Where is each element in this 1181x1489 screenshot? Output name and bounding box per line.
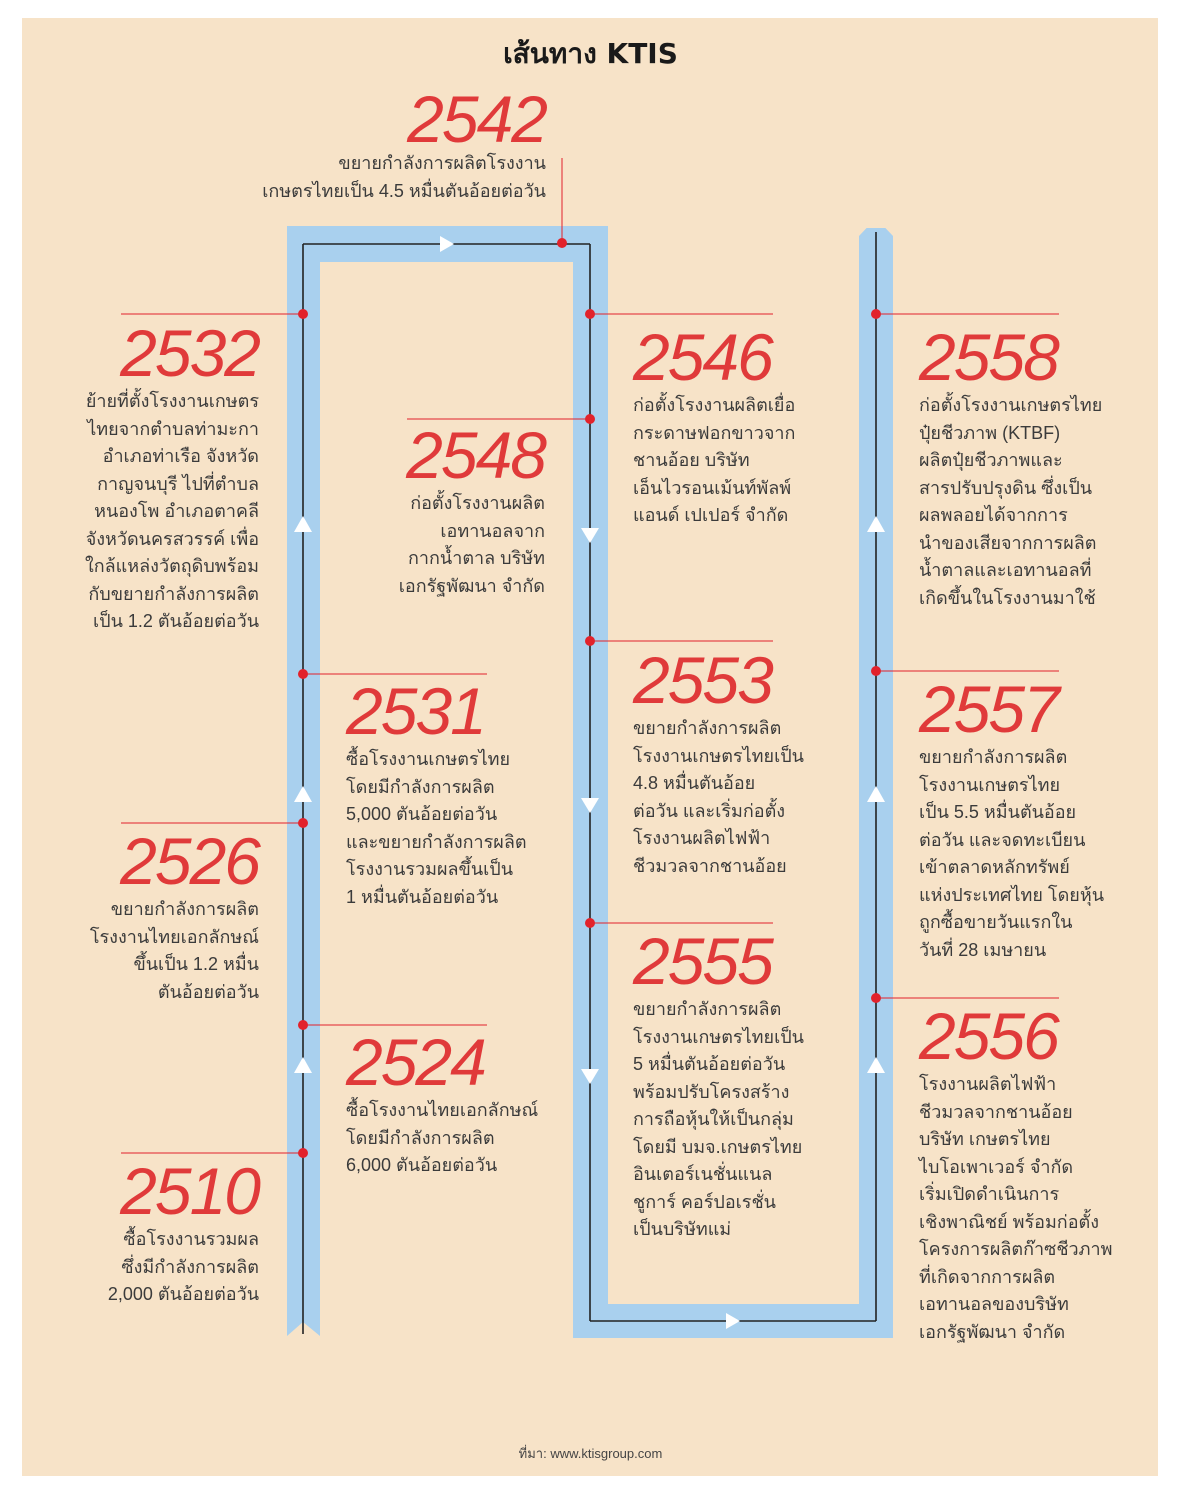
marker-2546: [585, 309, 595, 319]
event-text: ขยายกำลังการผลิต โรงงานไทยเอกลักษณ์ ขึ้นเป็น 1.2 หมื่น ตันอ้อยต่อวัน: [89, 899, 259, 1002]
event-2546: [633, 320, 796, 530]
event-2526: [89, 824, 259, 1006]
event-2532: [84, 316, 259, 636]
event-year: 2542: [407, 82, 546, 156]
event-text: ก่อตั้งโรงงานผลิตเยื่อ กระดาษฟอกขาวจาก ชานอ้อย บริษัท เอ็นไวรอนเม้นท์พัลพ์ แอนด์ เปเปอร์ จำกัด: [633, 395, 796, 525]
event-2542: [262, 82, 546, 205]
event-text: ขยายกำลังการผลิต โรงงานเกษตรไทยเป็น 4.8 หมื่นตันอ้อย ต่อวัน และเริ่มก่อตั้ง โรงงานผลิตไฟฟ้า ชีวมวลจากชานอ้อย: [633, 718, 804, 876]
event-text: ก่อตั้งโรงงานเกษตรไทย ปุ๋ยชีวภาพ (KTBF) ผลิตปุ๋ยชีวภาพและ สารปรับปรุงดิน ซึ่งเป็น ผลพลอยได้จากการ นำของเสียจากการผลิต น้ำตาลและเอทานอลที่ เกิดขึ้นในโรงงานมาใช้: [919, 395, 1103, 608]
event-text: ก่อตั้งโรงงานผลิต เอทานอลจาก กากน้ำตาล บริษัท เอกรัฐพัฒนา จำกัด: [398, 493, 545, 596]
event-year: 2526: [120, 824, 259, 898]
marker-2556: [871, 993, 881, 1003]
marker-2553: [585, 636, 595, 646]
event-year: 2555: [633, 924, 772, 998]
marker-2524: [298, 1020, 308, 1030]
event-year: 2546: [633, 320, 772, 394]
event-year: 2510: [120, 1154, 259, 1228]
marker-2558: [871, 309, 881, 319]
source-credit: ที่มา: www.ktisgroup.com: [518, 1446, 663, 1461]
event-text: ซื้อโรงงานไทยเอกลักษณ์ โดยมีกำลังการผลิต 6,000 ตันอ้อยต่อวัน: [346, 1100, 539, 1175]
event-2555: [633, 924, 804, 1244]
event-text: ซื้อโรงงานเกษตรไทย โดยมีกำลังการผลิต 5,000 ตันอ้อยต่อวัน และขยายกำลังการผลิต โรงงานรวมผลขึ้นเป็น 1 หมื่นตันอ้อยต่อวัน: [346, 749, 527, 907]
event-text: ขยายกำลังการผลิต โรงงานเกษตรไทย เป็น 5.5 หมื่นตันอ้อย ต่อวัน และจดทะเบียน เข้าตลาดหลักทรัพย์ แห่งประเทศไทย โดยหุ้น ถูกซื้อขายวันแรกใน วันที่ 28 เมษายน: [919, 747, 1105, 960]
event-year: 2531: [346, 674, 485, 748]
event-text: ขยายกำลังการผลิต โรงงานเกษตรไทยเป็น 5 หมื่นตันอ้อยต่อวัน พร้อมปรับโครงสร้าง การถือหุ้นให้เป็นกลุ่ม โดยมี บมจ.เกษตรไทย อินเตอร์เนชั่นแนล ชูการ์ คอร์ปอเรชั่น เป็นบริษัทแม่: [633, 999, 804, 1239]
marker-2532: [298, 309, 308, 319]
event-year: 2558: [919, 320, 1058, 394]
event-year: 2553: [633, 643, 772, 717]
event-text: โรงงานผลิตไฟฟ้า ชีวมวลจากชานอ้อย บริษัท เกษตรไทย ไบโอเพาเวอร์ จำกัด เริ่มเปิดดำเนินการ เชิงพาณิชย์ พร้อมก่อตั้ง โครงการผลิตก๊าซชีวภาพ ที่เกิดจากการผลิต เอทานอลของบริษัท เอกรัฐพัฒนา จำกัด: [919, 1074, 1113, 1342]
marker-2526: [298, 818, 308, 828]
page-title: เส้นทาง KTIS: [503, 37, 678, 70]
event-text: ขยายกำลังการผลิตโรงงาน เกษตรไทยเป็น 4.5 หมื่นตันอ้อยต่อวัน: [262, 153, 546, 201]
marker-2555: [585, 918, 595, 928]
marker-2542: [557, 238, 567, 248]
event-year: 2556: [919, 999, 1058, 1073]
event-2524: [346, 1025, 539, 1180]
event-year: 2557: [919, 672, 1058, 746]
event-2531: [346, 674, 527, 911]
marker-2510: [298, 1148, 308, 1158]
event-2557: [919, 672, 1105, 964]
event-2548: [398, 418, 545, 600]
event-2553: [633, 643, 804, 880]
marker-2531: [298, 669, 308, 679]
event-year: 2548: [406, 418, 545, 492]
event-2558: [919, 320, 1103, 612]
event-text: ซื้อโรงงานรวมผล ซึ่งมีกำลังการผลิต 2,000 ตันอ้อยต่อวัน: [107, 1229, 259, 1304]
marker-2548: [585, 414, 595, 424]
marker-2557: [871, 666, 881, 676]
event-year: 2524: [346, 1025, 485, 1099]
event-text: ย้ายที่ตั้งโรงงานเกษตร ไทยจากตำบลท่ามะกา อำเภอท่าเรือ จังหวัด กาญจนบุรี ไปที่ตำบล หนองโพ อำเภอตาคลี จังหวัดนครสวรรค์ เพื่อ ใกล้แหล่งวัตถุดิบพร้อม กับขยายกำลังการผลิต เป็น 1.2 ตันอ้อยต่อวัน: [84, 391, 259, 631]
event-2510: [107, 1154, 259, 1309]
event-year: 2532: [120, 316, 259, 390]
event-2556: [919, 999, 1113, 1346]
